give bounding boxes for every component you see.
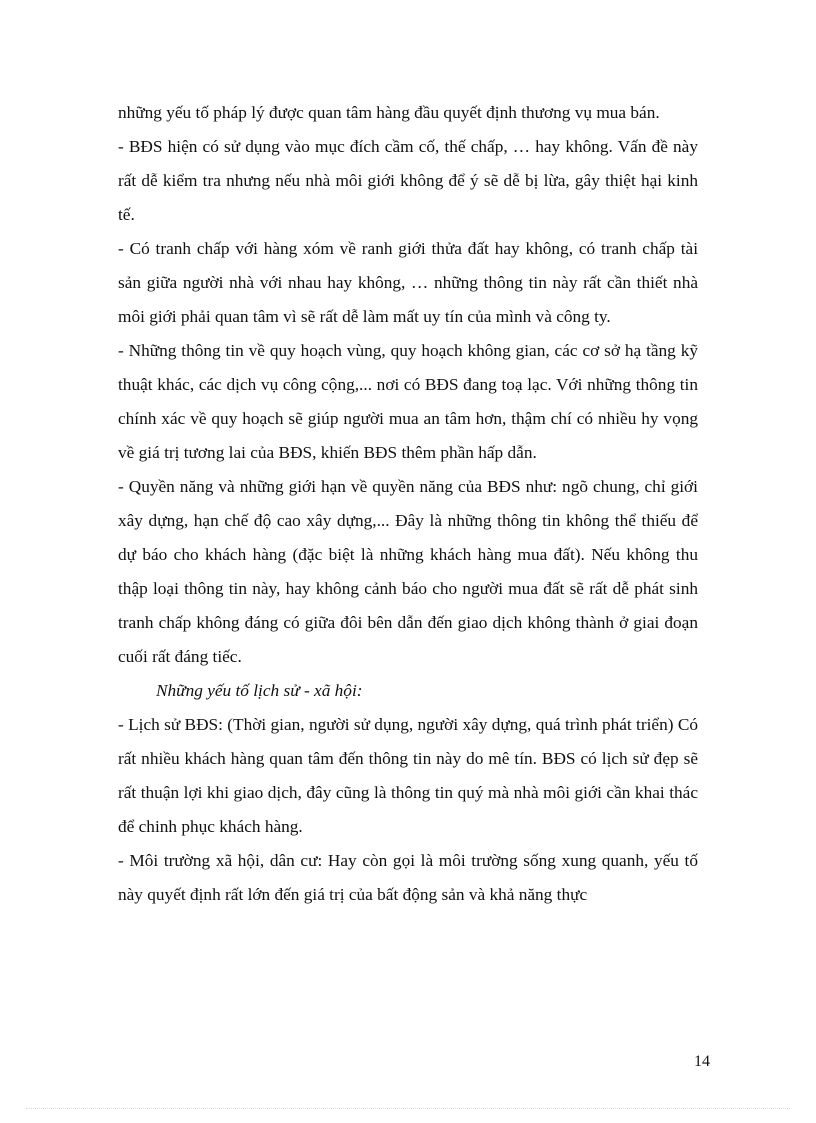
paragraph-social-environment: - Môi trường xã hội, dân cư: Hay còn gọi là môi trường sống xung quanh, yếu tố này quyết định rất lớn đến giá trị của bất động sản và khả năng thực [118, 851, 698, 904]
paragraph-property-history: - Lịch sử BĐS: (Thời gian, người sử dụng, người xây dựng, quá trình phát triển) Có rất nhiều khách hàng quan tâm đến thông tin này do mê tín. BĐS có lịch sử đẹp sẽ rất thuận lợi khi giao dịch, đây cũng là thông tin quý mà nhà môi giới cần khai thác để chinh phục khách hàng. [118, 715, 698, 836]
paragraph-boundary-dispute: - Có tranh chấp với hàng xóm về ranh giới thửa đất hay không, có tranh chấp tài sản giữa người nhà với nhau hay không, … những thông tin này rất cần thiết nhà môi giới phải quan tâm vì sẽ rất dễ làm mất uy tín của mình và công ty. [118, 239, 698, 326]
body-text [118, 96, 698, 912]
page-bottom-divider [26, 1108, 790, 1109]
paragraph-legal-conclusion: những yếu tố pháp lý được quan tâm hàng đầu quyết định thương vụ mua bán. [118, 103, 660, 122]
paragraph-mortgage: - BĐS hiện có sử dụng vào mục đích cầm cố, thế chấp, … hay không. Vấn đề này rất dễ kiểm tra nhưng nếu nhà môi giới không để ý sẽ dễ bị lừa, gây thiệt hại kinh tế. [118, 137, 698, 224]
page-number: 14 [694, 1053, 710, 1070]
section-heading-history-society: Những yếu tố lịch sử - xã hội: [156, 681, 363, 700]
paragraph-property-rights: - Quyền năng và những giới hạn về quyền năng của BĐS như: ngõ chung, chỉ giới xây dựng, hạn chế độ cao xây dựng,... Đây là những thông tin không thể thiếu để dự báo cho khách hàng (đặc biệt là những khách hàng mua đất). Nếu không thu thập loại thông tin này, hay không cảnh báo cho người mua đất sẽ rất dễ phát sinh tranh chấp không đáng có giữa đôi bên dẫn đến giao dịch không thành ở giai đoạn cuối rất đáng tiếc. [118, 477, 698, 666]
paragraph-planning-info: - Những thông tin về quy hoạch vùng, quy hoạch không gian, các cơ sở hạ tầng kỹ thuật khác, các dịch vụ công cộng,... nơi có BĐS đang toạ lạc. Với những thông tin chính xác về quy hoạch sẽ giúp người mua an tâm hơn, thậm chí có nhiều hy vọng về giá trị tương lai của BĐS, khiến BĐS thêm phần hấp dẫn. [118, 341, 698, 462]
